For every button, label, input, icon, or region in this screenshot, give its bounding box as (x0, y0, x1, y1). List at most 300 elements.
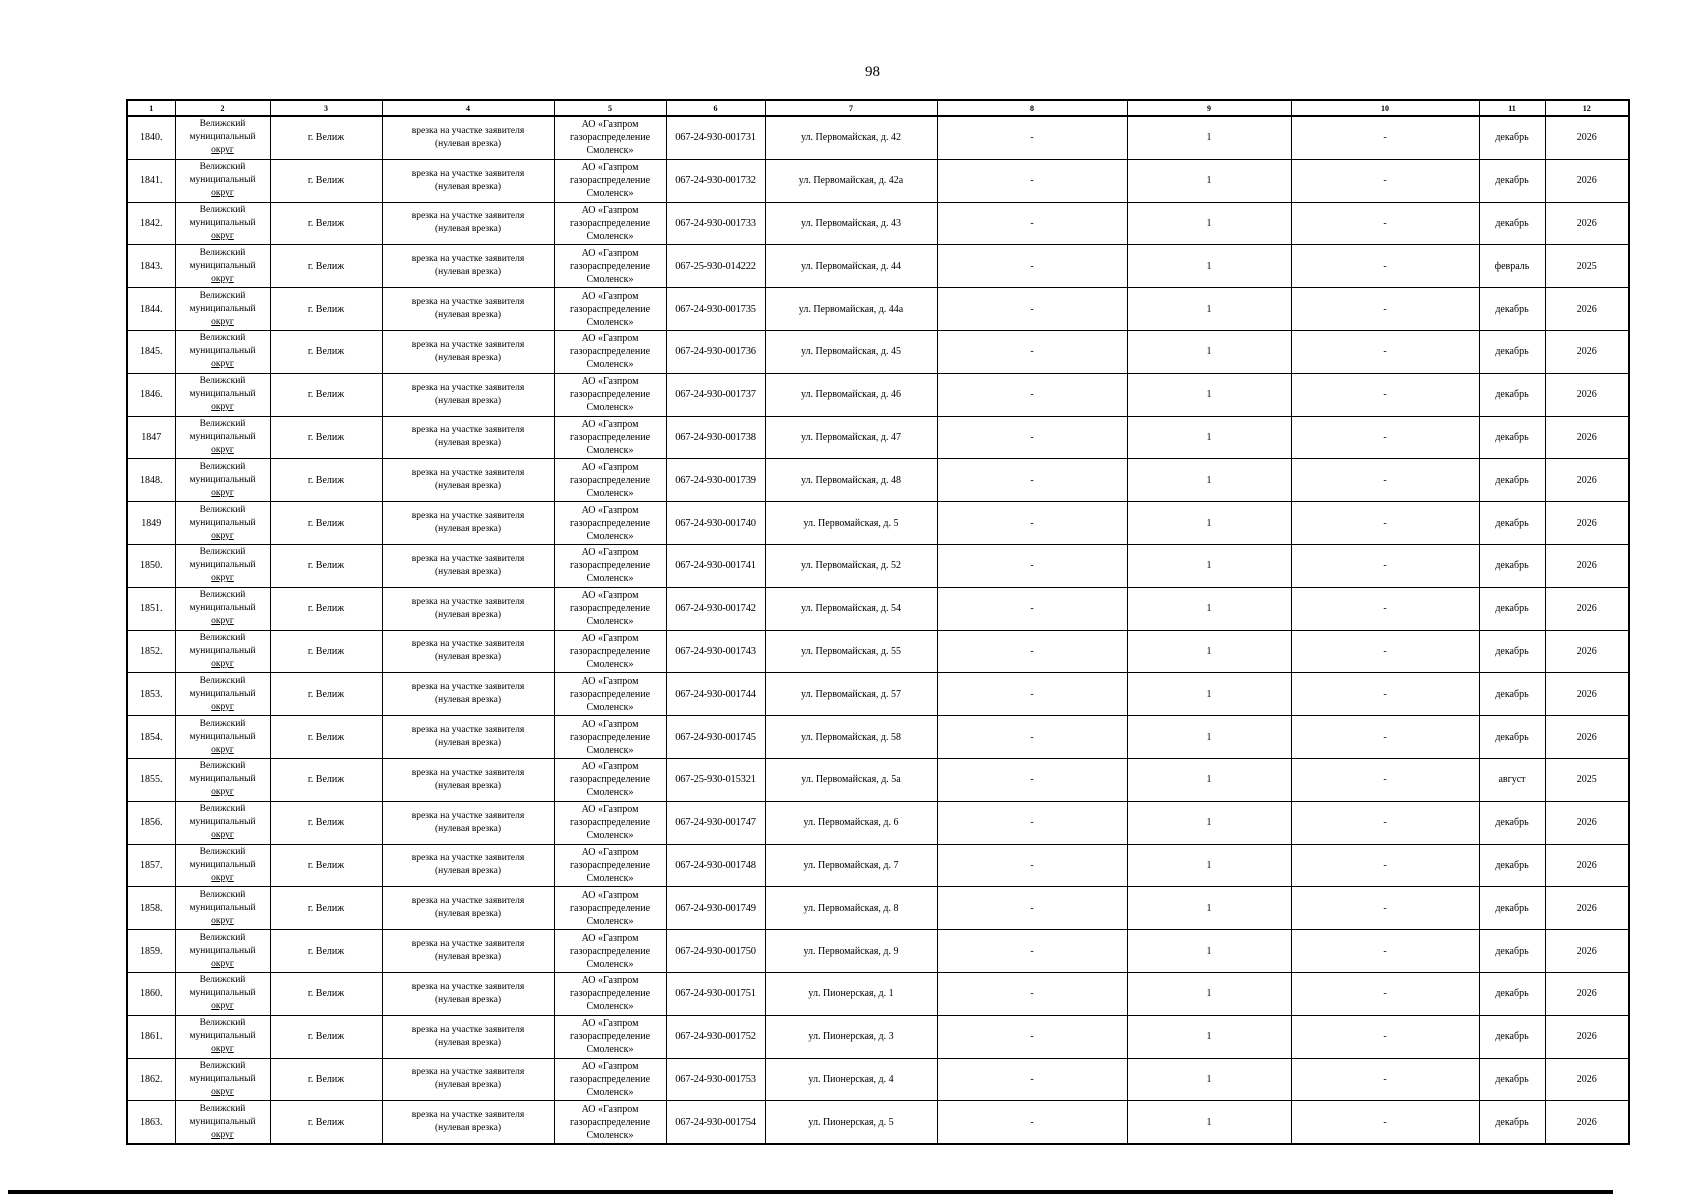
line: врезка на участке заявителя (411, 1110, 525, 1121)
line: АО «Газпром (581, 804, 639, 816)
line: Велижский (199, 376, 246, 387)
line: Смоленск» (586, 145, 634, 157)
line: АО «Газпром (581, 290, 639, 302)
line: газораспределение (569, 988, 651, 1000)
work-type-cell (382, 673, 554, 716)
table-row (127, 887, 1629, 930)
year-cell: 2026 (1545, 159, 1629, 202)
col10-cell: - (1291, 330, 1479, 373)
locality-cell: г. Велиж (270, 630, 382, 673)
district-cell (175, 801, 270, 844)
month-cell: декабрь (1479, 373, 1545, 416)
organization-cell (554, 116, 666, 159)
column-header-7: 7 (765, 100, 937, 116)
line: АО «Газпром (581, 1060, 639, 1072)
line: врезка на участке заявителя (411, 382, 525, 393)
address-cell: ул. Первомайская, д. 7 (765, 844, 937, 887)
col10-cell: - (1291, 373, 1479, 416)
month-cell: декабрь (1479, 159, 1545, 202)
line: газораспределение (569, 431, 651, 443)
table-row (127, 544, 1629, 587)
month-cell: декабрь (1479, 587, 1545, 630)
line: АО «Газпром (581, 162, 639, 174)
work-type-cell (382, 544, 554, 587)
line: врезка на участке заявителя (411, 468, 525, 479)
locality-cell: г. Велиж (270, 330, 382, 373)
district-cell (175, 330, 270, 373)
line: АО «Газпром (581, 418, 639, 430)
col8-cell: - (937, 1058, 1127, 1101)
col10-cell: - (1291, 1058, 1479, 1101)
line: муниципальный (189, 731, 256, 742)
line: муниципальный (189, 517, 256, 528)
address-cell: ул. Первомайская, д. 5 (765, 502, 937, 545)
table-row (127, 116, 1629, 159)
gasification-table (126, 99, 1630, 1145)
col10-cell: - (1291, 630, 1479, 673)
col8-cell: - (937, 844, 1127, 887)
line: (нулевая врезка) (434, 181, 502, 192)
line: газораспределение (569, 817, 651, 829)
line: округ (211, 958, 234, 969)
locality-cell: г. Велиж (270, 758, 382, 801)
district-cell (175, 673, 270, 716)
organization-cell (554, 1101, 666, 1144)
line: (нулевая врезка) (434, 909, 502, 920)
line: газораспределение (569, 389, 651, 401)
organization-cell (554, 330, 666, 373)
col8-cell: - (937, 544, 1127, 587)
month-cell: декабрь (1479, 202, 1545, 245)
line: Смоленск» (586, 744, 634, 756)
object-code-cell: 067-24-930-001738 (666, 416, 765, 459)
col8-cell: - (937, 330, 1127, 373)
table-row (127, 587, 1629, 630)
col10-cell: - (1291, 887, 1479, 930)
organization-cell (554, 630, 666, 673)
address-cell: ул. Первомайская, д. 45 (765, 330, 937, 373)
line: Смоленск» (586, 1129, 634, 1141)
row-number: 1840. (127, 116, 175, 159)
line: муниципальный (189, 603, 256, 614)
address-cell: ул. Первомайская, д. 52 (765, 544, 937, 587)
table-row (127, 1101, 1629, 1144)
col10-cell: - (1291, 758, 1479, 801)
col8-cell: - (937, 930, 1127, 973)
quantity-cell: 1 (1127, 416, 1291, 459)
locality-cell: г. Велиж (270, 716, 382, 759)
work-type-cell (382, 930, 554, 973)
address-cell: ул. Первомайская, д. 9 (765, 930, 937, 973)
row-number: 1843. (127, 245, 175, 288)
organization-cell (554, 758, 666, 801)
locality-cell: г. Велиж (270, 202, 382, 245)
line: АО «Газпром (581, 889, 639, 901)
quantity-cell: 1 (1127, 1101, 1291, 1144)
locality-cell: г. Велиж (270, 673, 382, 716)
organization-cell (554, 1058, 666, 1101)
work-type-cell (382, 1015, 554, 1058)
line: газораспределение (569, 1031, 651, 1043)
line: муниципальный (189, 303, 256, 314)
work-type-cell (382, 887, 554, 930)
work-type-cell (382, 459, 554, 502)
object-code-cell: 067-24-930-001736 (666, 330, 765, 373)
row-number: 1862. (127, 1058, 175, 1101)
work-type-cell (382, 245, 554, 288)
district-cell (175, 288, 270, 331)
object-code-cell: 067-24-930-001731 (666, 116, 765, 159)
col10-cell: - (1291, 673, 1479, 716)
object-code-cell: 067-24-930-001749 (666, 887, 765, 930)
district-cell (175, 887, 270, 930)
table-row (127, 459, 1629, 502)
line: Смоленск» (586, 1044, 634, 1056)
address-cell: ул. Первомайская, д. 47 (765, 416, 937, 459)
district-cell (175, 245, 270, 288)
col10-cell: - (1291, 159, 1479, 202)
month-cell: декабрь (1479, 330, 1545, 373)
line: АО «Газпром (581, 632, 639, 644)
column-header-8: 8 (937, 100, 1127, 116)
line: Велижский (199, 547, 246, 558)
line: муниципальный (189, 175, 256, 186)
year-cell: 2026 (1545, 716, 1629, 759)
work-type-cell (382, 288, 554, 331)
year-cell: 2026 (1545, 288, 1629, 331)
month-cell: декабрь (1479, 502, 1545, 545)
year-cell: 2026 (1545, 630, 1629, 673)
quantity-cell: 1 (1127, 716, 1291, 759)
line: Велижский (199, 804, 246, 815)
month-cell: декабрь (1479, 416, 1545, 459)
object-code-cell: 067-24-930-001735 (666, 288, 765, 331)
line: округ (211, 872, 234, 883)
year-cell: 2026 (1545, 202, 1629, 245)
month-cell: декабрь (1479, 887, 1545, 930)
line: (нулевая врезка) (434, 1123, 502, 1134)
line: Велижский (199, 504, 246, 515)
line: Смоленск» (586, 830, 634, 842)
month-cell: декабрь (1479, 459, 1545, 502)
column-header-10: 10 (1291, 100, 1479, 116)
col10-cell: - (1291, 116, 1479, 159)
year-cell: 2026 (1545, 416, 1629, 459)
table-row (127, 716, 1629, 759)
line: (нулевая врезка) (434, 652, 502, 663)
table-row (127, 288, 1629, 331)
district-cell (175, 1058, 270, 1101)
object-code-cell: 067-24-930-001742 (666, 587, 765, 630)
work-type-cell (382, 758, 554, 801)
work-type-cell (382, 844, 554, 887)
line: округ (211, 1086, 234, 1097)
address-cell: ул. Первомайская, д. 57 (765, 673, 937, 716)
line: муниципальный (189, 902, 256, 913)
line: АО «Газпром (581, 504, 639, 516)
quantity-cell: 1 (1127, 373, 1291, 416)
table-row (127, 630, 1629, 673)
line: газораспределение (569, 474, 651, 486)
line: (нулевая врезка) (434, 267, 502, 278)
organization-cell (554, 459, 666, 502)
organization-cell (554, 716, 666, 759)
col10-cell: - (1291, 202, 1479, 245)
year-cell: 2026 (1545, 373, 1629, 416)
col10-cell: - (1291, 587, 1479, 630)
quantity-cell: 1 (1127, 288, 1291, 331)
line: (нулевая врезка) (434, 1037, 502, 1048)
locality-cell: г. Велиж (270, 972, 382, 1015)
address-cell: ул. Первомайская, д. 54 (765, 587, 937, 630)
row-number: 1841. (127, 159, 175, 202)
row-number: 1856. (127, 801, 175, 844)
month-cell: декабрь (1479, 673, 1545, 716)
line: газораспределение (569, 688, 651, 700)
column-header-9: 9 (1127, 100, 1291, 116)
line: муниципальный (189, 774, 256, 785)
address-cell: ул. Первомайская, д. 42а (765, 159, 937, 202)
month-cell: декабрь (1479, 630, 1545, 673)
line: врезка на участке заявителя (411, 425, 525, 436)
line: Смоленск» (586, 787, 634, 799)
line: АО «Газпром (581, 461, 639, 473)
row-number: 1853. (127, 673, 175, 716)
district-cell (175, 716, 270, 759)
district-cell (175, 544, 270, 587)
locality-cell: г. Велиж (270, 116, 382, 159)
line: муниципальный (189, 688, 256, 699)
object-code-cell: 067-24-930-001739 (666, 459, 765, 502)
line: округ (211, 1044, 234, 1055)
table-row (127, 673, 1629, 716)
line: врезка на участке заявителя (411, 682, 525, 693)
work-type-cell (382, 630, 554, 673)
line: Велижский (199, 333, 246, 344)
organization-cell (554, 159, 666, 202)
object-code-cell: 067-24-930-001733 (666, 202, 765, 245)
work-type-cell (382, 502, 554, 545)
object-code-cell: 067-24-930-001745 (666, 716, 765, 759)
object-code-cell: 067-24-930-001732 (666, 159, 765, 202)
locality-cell: г. Велиж (270, 844, 382, 887)
address-cell: ул. Первомайская, д. 58 (765, 716, 937, 759)
line: АО «Газпром (581, 119, 639, 131)
line: газораспределение (569, 1116, 651, 1128)
line: АО «Газпром (581, 846, 639, 858)
col10-cell: - (1291, 288, 1479, 331)
row-number: 1859. (127, 930, 175, 973)
object-code-cell: 067-24-930-001741 (666, 544, 765, 587)
address-cell: ул. Первомайская, д. 46 (765, 373, 937, 416)
line: муниципальный (189, 474, 256, 485)
line: Смоленск» (586, 616, 634, 628)
line: округ (211, 444, 234, 455)
col8-cell: - (937, 887, 1127, 930)
locality-cell: г. Велиж (270, 416, 382, 459)
quantity-cell: 1 (1127, 330, 1291, 373)
col10-cell: - (1291, 459, 1479, 502)
line: муниципальный (189, 1116, 256, 1127)
year-cell: 2026 (1545, 1101, 1629, 1144)
line: врезка на участке заявителя (411, 939, 525, 950)
col8-cell: - (937, 1015, 1127, 1058)
col8-cell: - (937, 159, 1127, 202)
object-code-cell: 067-24-930-001752 (666, 1015, 765, 1058)
row-number: 1846. (127, 373, 175, 416)
line: округ (211, 1001, 234, 1012)
line: округ (211, 744, 234, 755)
line: округ (211, 573, 234, 584)
quantity-cell: 1 (1127, 844, 1291, 887)
organization-cell (554, 887, 666, 930)
line: врезка на участке заявителя (411, 981, 525, 992)
line: газораспределение (569, 859, 651, 871)
locality-cell: г. Велиж (270, 159, 382, 202)
district-cell (175, 587, 270, 630)
line: муниципальный (189, 988, 256, 999)
object-code-cell: 067-25-930-014222 (666, 245, 765, 288)
quantity-cell: 1 (1127, 116, 1291, 159)
quantity-cell: 1 (1127, 972, 1291, 1015)
column-header-5: 5 (554, 100, 666, 116)
line: (нулевая врезка) (434, 352, 502, 363)
line: муниципальный (189, 431, 256, 442)
line: муниципальный (189, 1031, 256, 1042)
organization-cell (554, 245, 666, 288)
line: Велижский (199, 204, 246, 215)
organization-cell (554, 587, 666, 630)
line: округ (211, 830, 234, 841)
work-type-cell (382, 116, 554, 159)
month-cell: август (1479, 758, 1545, 801)
line: (нулевая врезка) (434, 224, 502, 235)
line: округ (211, 402, 234, 413)
line: муниципальный (189, 560, 256, 571)
line: (нулевая врезка) (434, 994, 502, 1005)
district-cell (175, 373, 270, 416)
work-type-cell (382, 1058, 554, 1101)
line: муниципальный (189, 389, 256, 400)
address-cell: ул. Пионерская, д. 1 (765, 972, 937, 1015)
col8-cell: - (937, 587, 1127, 630)
line: округ (211, 316, 234, 327)
row-number: 1842. (127, 202, 175, 245)
line: округ (211, 188, 234, 199)
quantity-cell: 1 (1127, 502, 1291, 545)
line: Смоленск» (586, 402, 634, 414)
line: округ (211, 359, 234, 370)
work-type-cell (382, 159, 554, 202)
line: Велижский (199, 1060, 246, 1071)
line: муниципальный (189, 1073, 256, 1084)
district-cell (175, 630, 270, 673)
district-cell (175, 416, 270, 459)
line: муниципальный (189, 817, 256, 828)
line: Велижский (199, 975, 246, 986)
quantity-cell: 1 (1127, 887, 1291, 930)
locality-cell: г. Велиж (270, 887, 382, 930)
quantity-cell: 1 (1127, 202, 1291, 245)
address-cell: ул. Первомайская, д. 48 (765, 459, 937, 502)
year-cell: 2026 (1545, 330, 1629, 373)
quantity-cell: 1 (1127, 245, 1291, 288)
table-row (127, 245, 1629, 288)
row-number: 1847 (127, 416, 175, 459)
address-cell: ул. Пионерская, д. 4 (765, 1058, 937, 1101)
locality-cell: г. Велиж (270, 587, 382, 630)
line: округ (211, 530, 234, 541)
table-row (127, 202, 1629, 245)
line: Велижский (199, 590, 246, 601)
district-cell (175, 116, 270, 159)
col8-cell: - (937, 758, 1127, 801)
table-row (127, 1058, 1629, 1101)
line: Велижский (199, 290, 246, 301)
object-code-cell: 067-24-930-001744 (666, 673, 765, 716)
line: врезка на участке заявителя (411, 767, 525, 778)
year-cell: 2026 (1545, 459, 1629, 502)
line: газораспределение (569, 217, 651, 229)
line: (нулевая врезка) (434, 1080, 502, 1091)
row-number: 1855. (127, 758, 175, 801)
line: АО «Газпром (581, 761, 639, 773)
address-cell: ул. Первомайская, д. 44а (765, 288, 937, 331)
column-header-4: 4 (382, 100, 554, 116)
line: АО «Газпром (581, 1103, 639, 1115)
line: (нулевая врезка) (434, 866, 502, 877)
quantity-cell: 1 (1127, 587, 1291, 630)
line: Смоленск» (586, 444, 634, 456)
row-number: 1849 (127, 502, 175, 545)
line: Велижский (199, 418, 246, 429)
line: муниципальный (189, 132, 256, 143)
row-number: 1845. (127, 330, 175, 373)
row-number: 1858. (127, 887, 175, 930)
month-cell: декабрь (1479, 844, 1545, 887)
col8-cell: - (937, 502, 1127, 545)
locality-cell: г. Велиж (270, 930, 382, 973)
object-code-cell: 067-24-930-001750 (666, 930, 765, 973)
line: округ (211, 701, 234, 712)
month-cell: декабрь (1479, 716, 1545, 759)
col8-cell: - (937, 630, 1127, 673)
line: округ (211, 787, 234, 798)
line: Смоленск» (586, 188, 634, 200)
year-cell: 2026 (1545, 930, 1629, 973)
line: округ (211, 145, 234, 156)
line: газораспределение (569, 603, 651, 615)
month-cell: декабрь (1479, 930, 1545, 973)
col10-cell: - (1291, 245, 1479, 288)
col10-cell: - (1291, 544, 1479, 587)
line: газораспределение (569, 175, 651, 187)
year-cell: 2025 (1545, 245, 1629, 288)
line: муниципальный (189, 260, 256, 271)
object-code-cell: 067-24-930-001737 (666, 373, 765, 416)
locality-cell: г. Велиж (270, 1058, 382, 1101)
work-type-cell (382, 416, 554, 459)
line: АО «Газпром (581, 590, 639, 602)
line: округ (211, 1129, 234, 1140)
page-number: 98 (865, 64, 880, 80)
line: АО «Газпром (581, 333, 639, 345)
work-type-cell (382, 801, 554, 844)
line: Велижский (199, 889, 246, 900)
column-header-12: 12 (1545, 100, 1629, 116)
organization-cell (554, 288, 666, 331)
col10-cell: - (1291, 1101, 1479, 1144)
